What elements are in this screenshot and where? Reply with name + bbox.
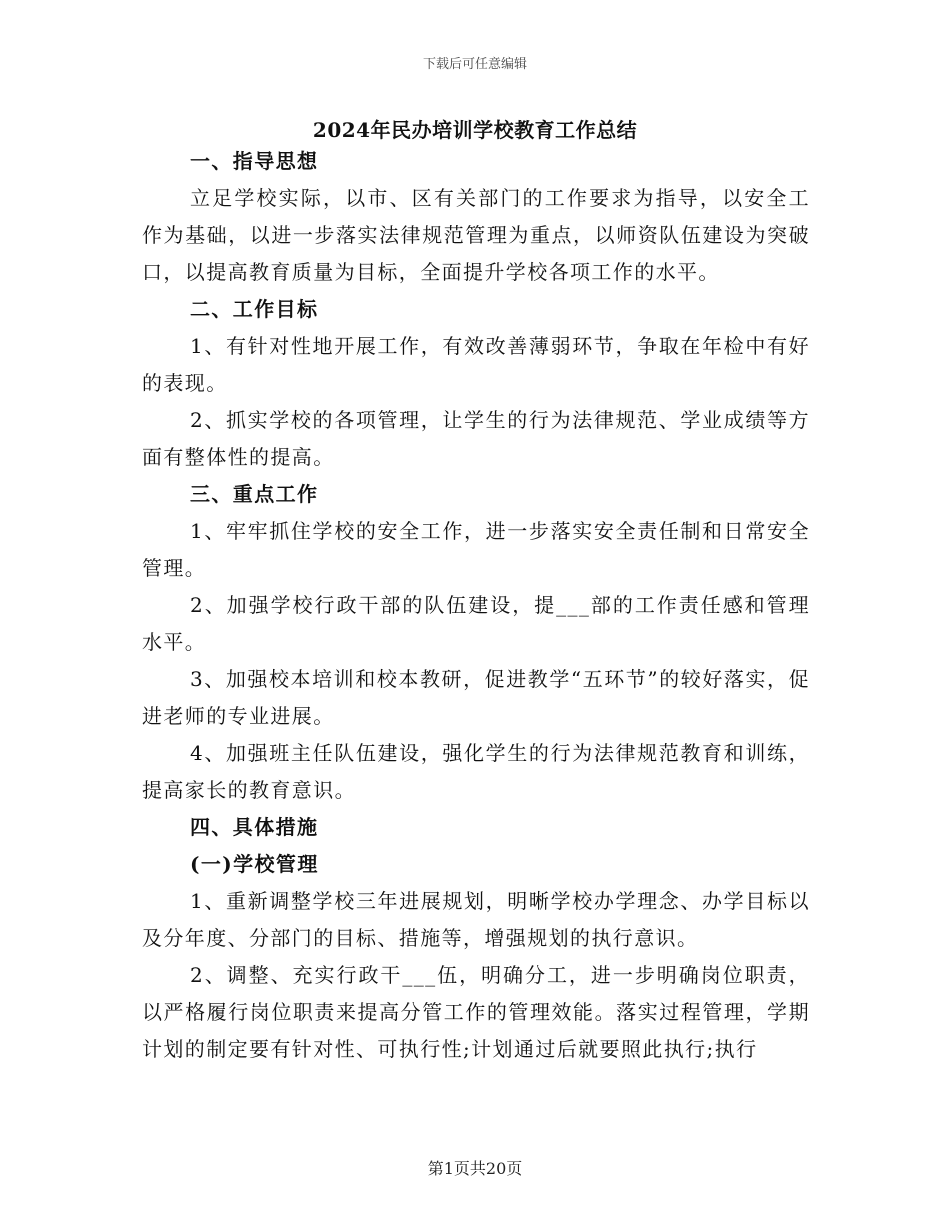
body-paragraph: 1、有针对性地开展工作，有效改善薄弱环节，争取在年检中有好的表现。	[142, 334, 810, 395]
body-paragraph: 2、加强学校行政干部的队伍建设，提___部的工作责任感和管理水平。	[142, 593, 810, 654]
section-heading: 四、具体措施	[190, 815, 319, 839]
body-paragraph: 1、重新调整学校三年进展规划，明晰学校办学理念、办学目标以及分年度、分部门的目标、措施等，增强规划的执行意识。	[142, 889, 810, 950]
section-heading: 一、指导思想	[190, 149, 319, 173]
body-paragraph: 3、加强校本培训和校本教研，促进教学“五环节”的较好落实，促进老师的专业进展。	[142, 667, 810, 728]
section-heading: 三、重点工作	[190, 482, 319, 506]
document-title: 2024年民办培训学校教育工作总结	[312, 118, 638, 142]
page-number-footer: 第1页共20页	[427, 1159, 523, 1178]
header-note: 下载后可任意编辑	[422, 57, 527, 72]
body-paragraph: 2、调整、充实行政干___伍，明确分工，进一步明确岗位职责，以严格履行岗位职责来提高分管工作的管理效能。落实过程管理，学期计划的制定要有针对性、可执行性;计划通过后就要照此执行;执行	[142, 963, 810, 1061]
body-paragraph: 1、牢牢抓住学校的安全工作，进一步落实安全责任制和日常安全管理。	[142, 519, 810, 580]
section-heading: 二、工作目标	[190, 297, 319, 321]
document-body	[142, 143, 810, 1068]
subsection-heading: (一)学校管理	[190, 852, 319, 876]
body-paragraph: 4、加强班主任队伍建设，强化学生的行为法律规范教育和训练，提高家长的教育意识。	[142, 741, 810, 802]
body-paragraph: 立足学校实际，以市、区有关部门的工作要求为指导，以安全工作为基础，以进一步落实法律规范管理为重点，以师资队伍建设为突破口，以提高教育质量为目标，全面提升学校各项工作的水平。	[142, 186, 810, 284]
body-paragraph: 2、抓实学校的各项管理，让学生的行为法律规范、学业成绩等方面有整体性的提高。	[142, 408, 810, 469]
